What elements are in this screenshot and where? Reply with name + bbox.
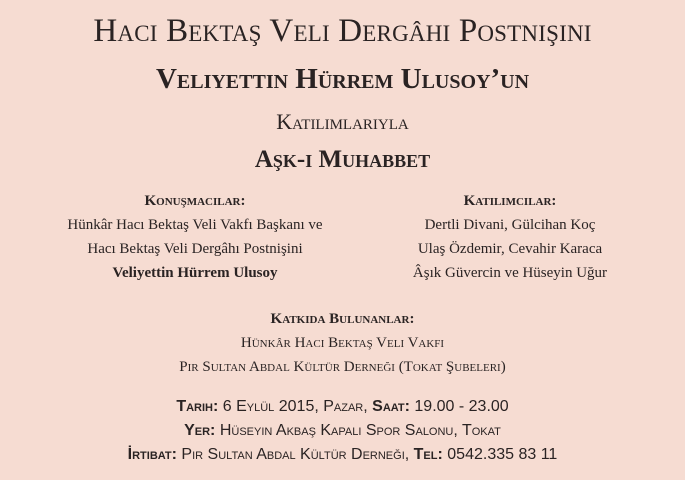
date-label: Tarih:: [176, 398, 219, 415]
place-value: Hüseyin Akbaş Kapalı Spor Salonu, Tokat: [219, 422, 501, 439]
contributors-line: Hünkâr Hacı Bektaş Veli Vakfı: [240, 335, 445, 351]
participants-heading: Katılımcılar:: [463, 193, 557, 209]
event-contact: [0, 444, 685, 466]
time-value: 19.00 - 23.00: [414, 398, 509, 415]
speakers-line-name: Veliyettin Hürrem Ulusoy: [112, 265, 278, 281]
event-date-time: [0, 396, 685, 418]
participants-line: Âşık Güvercin ve Hüseyin Uğur: [412, 265, 608, 281]
contributors-heading: Katkıda Bulunanlar:: [270, 311, 415, 327]
event-place: [0, 420, 685, 442]
header-title-dergah: Hacı Bektaş Veli Dergâhı Postnişini: [93, 13, 592, 49]
header-title-event: Aşk-ı Muhabbet: [254, 146, 431, 173]
speakers-section: [20, 189, 370, 285]
speakers-line: Hünkâr Hacı Bektaş Veli Vakfı Başkanı ve: [67, 217, 323, 233]
participants-line: Ulaş Özdemir, Cevahir Karaca: [417, 241, 603, 257]
phone-value: 0542.335 83 11: [447, 446, 558, 463]
contributors-line: Pir Sultan Abdal Kültür Derneği (Tokat Şubeleri): [179, 359, 506, 375]
contributors-section: [0, 307, 685, 379]
place-label: Yer:: [184, 422, 216, 439]
date-value: 6 Eylül 2015, Pazar,: [222, 398, 368, 415]
time-label: Saat:: [372, 398, 410, 415]
header-title-name: Veliyettin Hürrem Ulusoy’un: [155, 63, 530, 95]
phone-label: Tel:: [413, 446, 443, 463]
participants-line: Dertli Divani, Gülcihan Koç: [424, 217, 596, 233]
speakers-heading: Konuşmacılar:: [144, 193, 246, 209]
contact-label: İrtibat:: [127, 446, 177, 463]
participants-section: [340, 189, 680, 285]
contact-value: Pir Sultan Abdal Kültür Derneği,: [181, 446, 410, 463]
speakers-line: Hacı Bektaş Veli Dergâhı Postnişini: [87, 241, 303, 257]
header-title-participation: Katılımlarıyla: [276, 109, 409, 134]
